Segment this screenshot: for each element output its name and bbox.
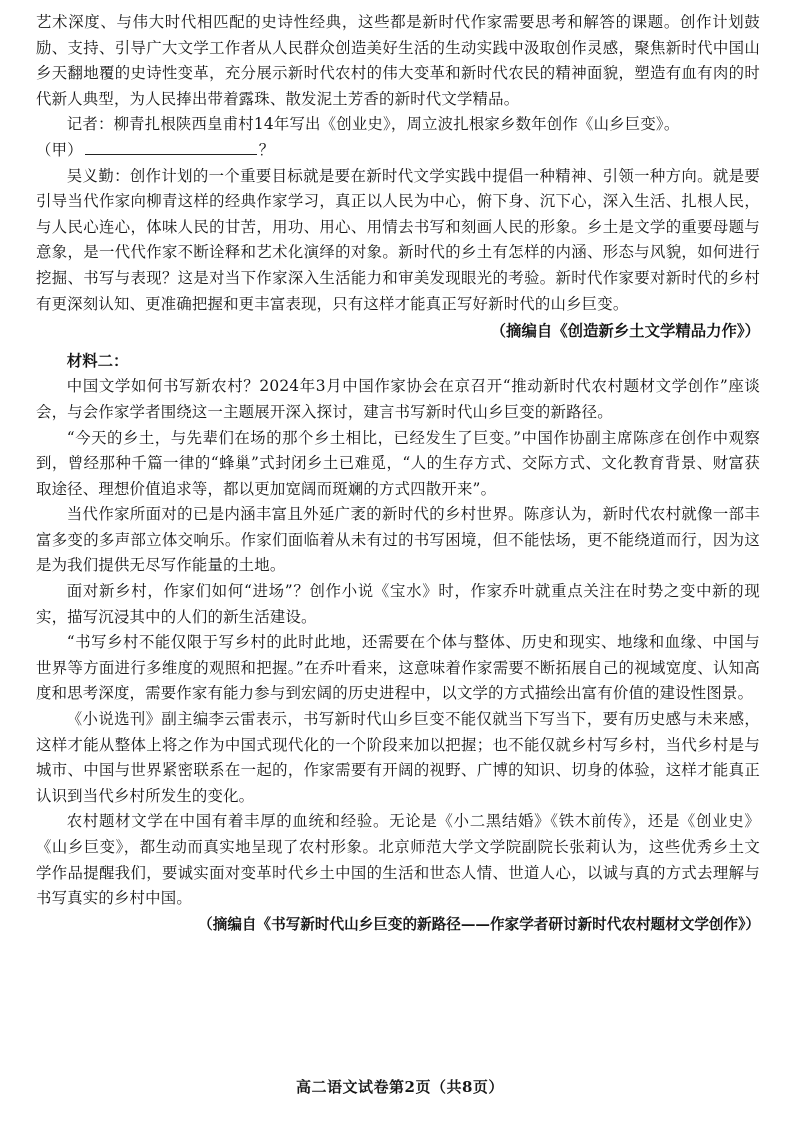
blank-question-line (36, 138, 760, 164)
source-citation-1: （摘编自《创造新乡土文学精品力作》） (490, 322, 760, 341)
exam-page (36, 10, 760, 937)
blank-label: （甲） (36, 140, 83, 159)
paragraph-1: 艺术深度、与伟大时代相匹配的史诗性经典，这些都是新时代作家需要思考和解答的课题。创作计划鼓励、支持、引导广大文学工作者从人民群众创造美好生活的生动实践中汲取创作灵感，聚焦新时代中国山乡天翻地覆的史诗性变革，充分展示新时代农村的伟大变革和新时代农民的精神面貌，塑造有血有肉的时代新人典型，为人民捧出带着露珠、散发泥土芳香的新时代文学精品。 (36, 13, 760, 108)
paragraph-8: 面对新乡村，作家们如何“进场”？创作小说《宝水》时，作家乔叶就重点关注在时势之变中新的现实，描写沉浸其中的人们的新生活建设。 (36, 582, 760, 626)
blank-question-mark: ？ (258, 140, 275, 159)
paragraph-6: “今天的乡土，与先辈们在场的那个乡土相比，已经发生了巨变。”中国作协副主席陈彦在创作中观察到，曾经那种千篇一律的“蜂巢”式封闭乡土已难觅，“人的生存方式、交际方式、文化教育背景、财富获取途径、理想价值追求等，都以更加宽阔而斑斓的方式四散开来”。 (36, 428, 760, 498)
source-citation-2: （摘编自《书写新时代山乡巨变的新路径——作家学者研讨新时代农村题材文学创作》） (198, 915, 760, 933)
paragraph-10: 《小说选刊》副主编李云雷表示，书写新时代山乡巨变不能仅就当下写当下，要有历史感与未来感，这样才能从整体上将之作为中国式现代化的一个阶段来加以把握；也不能仅就乡村写乡村，当代乡村是与城市、中国与世界紧密联系在一起的，作家需要有开阔的视野、广博的知识、切身的体验，这样才能真正认识到当代乡村所发生的变化。 (36, 710, 760, 805)
reporter-question: 记者：柳青扎根陕西皇甫村14年写出《创业史》，周立波扎根家乡数年创作《山乡巨变》。 (66, 115, 680, 134)
fill-in-blank (85, 140, 257, 155)
paragraph-9: “书写乡村不能仅限于写乡村的此时此地，还需要在个体与整体、历史和现实、地缘和血缘、中国与世界等方面进行多维度的观照和把握。”在乔叶看来，这意味着作家需要不断拓展自己的视域宽度、认知高度和思考深度，需要作家有能力参与到宏阔的历史进程中，以文学的方式描绘出富有价值的建设性图景。 (36, 633, 760, 703)
paragraph-11: 农村题材文学在中国有着丰厚的血统和经验。无论是《小二黑结婚》《铁木前传》，还是《创业史》《山乡巨变》，都生动而真实地呈现了农村形象。北京师范大学文学院副院长张莉认为，这些优秀乡土文学作品提醒我们，要诚实面对变革时代乡土中国的生活和世态人情、世道人心，以诚与真的方式去理解与书写真实的乡村中国。 (36, 812, 760, 908)
page-footer: 高二语文试卷第2页（共8页） (296, 1078, 504, 1096)
paragraph-7: 当代作家所面对的已是内涵丰富且外延广袤的新时代的乡村世界。陈彦认为，新时代农村就像一部丰富多变的多声部立体交响乐。作家们面临着从未有过的书写困境，但不能怯场，更不能绕道而行，因为这是为我们提供无尽写作能量的土地。 (36, 505, 760, 575)
paragraph-5: 中国文学如何书写新农村？2024年3月中国作家协会在京召开“推动新时代农村题材文学创作”座谈会，与会作家学者围绕这一主题展开深入探讨，建言书写新时代山乡巨变的新路径。 (36, 377, 760, 421)
wu-yiqin-answer: 吴义勤：创作计划的一个重要目标就是要在新时代文学实践中提倡一种精神、引领一种方向。就是要引导当代作家向柳青这样的经典作家学习，真正以人民为中心，俯下身、沉下心，深入生活、扎根人民，与人民心连心，体味人民的甘苦，用功、用心、用情去书写和刻画人民的形象。乡土是文学的重要母题与意象，是一代代作家不断诠释和艺术化演绎的对象。新时代的乡土有怎样的内涵、形态与风貌，如何进行挖掘、书写与表现？这是对当下作家深入生活能力和审美发现眼光的考验。新时代作家要对新时代的乡村有更深刻认知、更准确把握和更丰富表现，只有这样才能真正写好新时代的山乡巨变。 (36, 166, 760, 313)
material-two-heading: 材料二： (66, 351, 129, 370)
